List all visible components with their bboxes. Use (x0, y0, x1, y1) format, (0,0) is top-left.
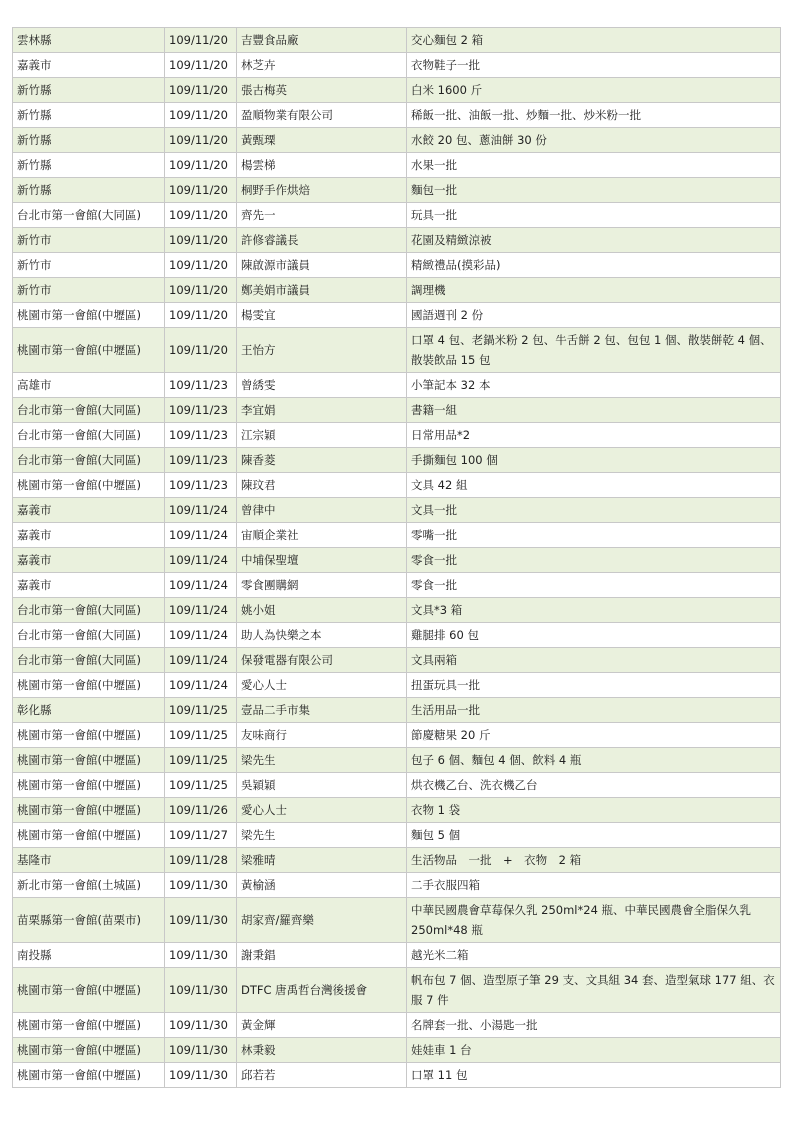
donor-cell: 梁雅晴 (237, 848, 407, 873)
table-row (13, 573, 781, 598)
item-cell: 國語週刊 2 份 (407, 303, 781, 328)
item-cell: 雞腿排 60 包 (407, 623, 781, 648)
region-cell: 新竹市 (13, 278, 165, 303)
region-cell: 桃園市第一會館(中壢區) (13, 1013, 165, 1038)
date-cell: 109/11/30 (165, 943, 237, 968)
date-cell: 109/11/30 (165, 1013, 237, 1038)
region-cell: 桃園市第一會館(中壢區) (13, 473, 165, 498)
item-cell: 名牌套一批、小湯匙一批 (407, 1013, 781, 1038)
table-row (13, 398, 781, 423)
date-cell: 109/11/23 (165, 423, 237, 448)
donor-cell: 吳穎穎 (237, 773, 407, 798)
item-cell: 書籍一組 (407, 398, 781, 423)
donation-table (12, 27, 781, 1088)
table-row (13, 228, 781, 253)
donor-cell: 楊雲梯 (237, 153, 407, 178)
region-cell: 嘉義市 (13, 573, 165, 598)
donor-cell: 吉豐食品廠 (237, 28, 407, 53)
donor-cell: 愛心人士 (237, 673, 407, 698)
region-cell: 新竹市 (13, 253, 165, 278)
table-row (13, 1063, 781, 1088)
item-cell: 二手衣服四箱 (407, 873, 781, 898)
item-cell: 文具 42 組 (407, 473, 781, 498)
donor-cell: 梁先生 (237, 748, 407, 773)
item-cell: 衣物 1 袋 (407, 798, 781, 823)
table-row (13, 103, 781, 128)
date-cell: 109/11/20 (165, 228, 237, 253)
item-cell: 調理機 (407, 278, 781, 303)
region-cell: 台北市第一會館(大同區) (13, 398, 165, 423)
item-cell: 越光米二箱 (407, 943, 781, 968)
table-row (13, 1013, 781, 1038)
donor-cell: 楊雯宜 (237, 303, 407, 328)
region-cell: 新竹縣 (13, 153, 165, 178)
table-row (13, 153, 781, 178)
region-cell: 桃園市第一會館(中壢區) (13, 1063, 165, 1088)
date-cell: 109/11/30 (165, 968, 237, 1013)
region-cell: 新竹市 (13, 228, 165, 253)
date-cell: 109/11/23 (165, 373, 237, 398)
item-cell: 零嘴一批 (407, 523, 781, 548)
table-row (13, 473, 781, 498)
donor-cell: 黃甄瑮 (237, 128, 407, 153)
donor-cell: 陳玟君 (237, 473, 407, 498)
item-cell: 帆布包 7 個、造型原子筆 29 支、文具組 34 套、造型氣球 177 組、衣服 7 件 (407, 968, 781, 1013)
table-row (13, 1038, 781, 1063)
donor-cell: 王怡方 (237, 328, 407, 373)
item-cell: 零食一批 (407, 573, 781, 598)
date-cell: 109/11/20 (165, 128, 237, 153)
table-row (13, 873, 781, 898)
region-cell: 台北市第一會館(大同區) (13, 423, 165, 448)
region-cell: 新竹縣 (13, 78, 165, 103)
donor-cell: 零食團購網 (237, 573, 407, 598)
item-cell: 零食一批 (407, 548, 781, 573)
region-cell: 台北市第一會館(大同區) (13, 598, 165, 623)
region-cell: 嘉義市 (13, 548, 165, 573)
donor-cell: 盈順物業有限公司 (237, 103, 407, 128)
region-cell: 嘉義市 (13, 498, 165, 523)
date-cell: 109/11/24 (165, 498, 237, 523)
date-cell: 109/11/23 (165, 473, 237, 498)
donor-cell: 曾律中 (237, 498, 407, 523)
donor-cell: 桐野手作烘焙 (237, 178, 407, 203)
item-cell: 稀飯一批、油飯一批、炒麵一批、炒米粉一批 (407, 103, 781, 128)
region-cell: 南投縣 (13, 943, 165, 968)
table-row (13, 623, 781, 648)
item-cell: 扭蛋玩具一批 (407, 673, 781, 698)
table-row (13, 498, 781, 523)
region-cell: 苗栗縣第一會館(苗栗市) (13, 898, 165, 943)
date-cell: 109/11/25 (165, 773, 237, 798)
region-cell: 台北市第一會館(大同區) (13, 623, 165, 648)
date-cell: 109/11/20 (165, 178, 237, 203)
table-row (13, 423, 781, 448)
table-row (13, 673, 781, 698)
item-cell: 小筆記本 32 本 (407, 373, 781, 398)
region-cell: 桃園市第一會館(中壢區) (13, 773, 165, 798)
region-cell: 高雄市 (13, 373, 165, 398)
donor-cell: 助人為快樂之本 (237, 623, 407, 648)
date-cell: 109/11/24 (165, 648, 237, 673)
date-cell: 109/11/24 (165, 673, 237, 698)
donor-cell: 愛心人士 (237, 798, 407, 823)
item-cell: 手撕麵包 100 個 (407, 448, 781, 473)
date-cell: 109/11/24 (165, 598, 237, 623)
item-cell: 衣物鞋子一批 (407, 53, 781, 78)
region-cell: 新竹縣 (13, 103, 165, 128)
date-cell: 109/11/20 (165, 328, 237, 373)
region-cell: 基隆市 (13, 848, 165, 873)
date-cell: 109/11/25 (165, 723, 237, 748)
region-cell: 桃園市第一會館(中壢區) (13, 723, 165, 748)
region-cell: 桃園市第一會館(中壢區) (13, 1038, 165, 1063)
table-row (13, 823, 781, 848)
donor-cell: 邱若若 (237, 1063, 407, 1088)
region-cell: 新竹縣 (13, 128, 165, 153)
item-cell: 日常用品*2 (407, 423, 781, 448)
region-cell: 台北市第一會館(大同區) (13, 448, 165, 473)
donor-cell: 齊先一 (237, 203, 407, 228)
item-cell: 麵包 5 個 (407, 823, 781, 848)
region-cell: 嘉義市 (13, 523, 165, 548)
donor-cell: 曾綉雯 (237, 373, 407, 398)
date-cell: 109/11/24 (165, 548, 237, 573)
table-row (13, 278, 781, 303)
date-cell: 109/11/25 (165, 698, 237, 723)
table-row (13, 548, 781, 573)
donor-cell: 陳香菱 (237, 448, 407, 473)
date-cell: 109/11/20 (165, 203, 237, 228)
item-cell: 包子 6 個、麵包 4 個、飲料 4 瓶 (407, 748, 781, 773)
table-row (13, 178, 781, 203)
date-cell: 109/11/20 (165, 253, 237, 278)
item-cell: 玩具一批 (407, 203, 781, 228)
date-cell: 109/11/24 (165, 573, 237, 598)
date-cell: 109/11/30 (165, 873, 237, 898)
item-cell: 白米 1600 斤 (407, 78, 781, 103)
region-cell: 嘉義市 (13, 53, 165, 78)
date-cell: 109/11/24 (165, 523, 237, 548)
table-row (13, 303, 781, 328)
donor-cell: 姚小姐 (237, 598, 407, 623)
date-cell: 109/11/20 (165, 103, 237, 128)
donor-cell: 謝秉錩 (237, 943, 407, 968)
donor-cell: 陳啟源市議員 (237, 253, 407, 278)
table-row (13, 723, 781, 748)
table-row (13, 28, 781, 53)
date-cell: 109/11/20 (165, 278, 237, 303)
item-cell: 文具一批 (407, 498, 781, 523)
table-row (13, 253, 781, 278)
date-cell: 109/11/30 (165, 1038, 237, 1063)
donor-cell: 黃金輝 (237, 1013, 407, 1038)
region-cell: 桃園市第一會館(中壢區) (13, 823, 165, 848)
item-cell: 生活用品一批 (407, 698, 781, 723)
item-cell: 娃娃車 1 台 (407, 1038, 781, 1063)
item-cell: 口罩 4 包、老鍋米粉 2 包、牛舌餅 2 包、包包 1 個、散裝餅乾 4 個、散裝飲品 15 包 (407, 328, 781, 373)
table-row (13, 968, 781, 1013)
table-row (13, 848, 781, 873)
item-cell: 節慶糖果 20 斤 (407, 723, 781, 748)
region-cell: 台北市第一會館(大同區) (13, 203, 165, 228)
item-cell: 口罩 11 包 (407, 1063, 781, 1088)
table-row (13, 53, 781, 78)
donor-cell: 張古梅英 (237, 78, 407, 103)
donor-cell: 宙順企業社 (237, 523, 407, 548)
item-cell: 烘衣機乙台、洗衣機乙台 (407, 773, 781, 798)
item-cell: 水果一批 (407, 153, 781, 178)
table-row (13, 448, 781, 473)
region-cell: 桃園市第一會館(中壢區) (13, 673, 165, 698)
table-row (13, 773, 781, 798)
region-cell: 台北市第一會館(大同區) (13, 648, 165, 673)
donor-cell: 中埔保聖壇 (237, 548, 407, 573)
table-row (13, 898, 781, 943)
donor-cell: 李宜娟 (237, 398, 407, 423)
region-cell: 雲林縣 (13, 28, 165, 53)
item-cell: 花園及精緻涼被 (407, 228, 781, 253)
item-cell: 麵包一批 (407, 178, 781, 203)
date-cell: 109/11/23 (165, 448, 237, 473)
table-row (13, 373, 781, 398)
region-cell: 桃園市第一會館(中壢區) (13, 968, 165, 1013)
date-cell: 109/11/20 (165, 78, 237, 103)
table-row (13, 203, 781, 228)
date-cell: 109/11/30 (165, 898, 237, 943)
region-cell: 新竹縣 (13, 178, 165, 203)
date-cell: 109/11/25 (165, 748, 237, 773)
item-cell: 生活物品 一批 + 衣物 2 箱 (407, 848, 781, 873)
date-cell: 109/11/20 (165, 153, 237, 178)
item-cell: 交心麵包 2 箱 (407, 28, 781, 53)
region-cell: 桃園市第一會館(中壢區) (13, 328, 165, 373)
date-cell: 109/11/20 (165, 28, 237, 53)
item-cell: 文具兩箱 (407, 648, 781, 673)
table-row (13, 943, 781, 968)
donation-table-body (13, 28, 781, 1088)
table-row (13, 128, 781, 153)
region-cell: 桃園市第一會館(中壢區) (13, 798, 165, 823)
date-cell: 109/11/28 (165, 848, 237, 873)
donor-cell: 友味商行 (237, 723, 407, 748)
date-cell: 109/11/24 (165, 623, 237, 648)
table-row (13, 698, 781, 723)
donor-cell: 江宗穎 (237, 423, 407, 448)
date-cell: 109/11/26 (165, 798, 237, 823)
item-cell: 中華民國農會草莓保久乳 250ml*24 瓶、中華民國農會全脂保久乳 250ml*48 瓶 (407, 898, 781, 943)
donor-cell: 許修睿議長 (237, 228, 407, 253)
donor-cell: 壹品二手市集 (237, 698, 407, 723)
donor-cell: 林芝卉 (237, 53, 407, 78)
date-cell: 109/11/20 (165, 53, 237, 78)
region-cell: 桃園市第一會館(中壢區) (13, 303, 165, 328)
table-row (13, 748, 781, 773)
donor-cell: 保發電器有限公司 (237, 648, 407, 673)
table-row (13, 648, 781, 673)
date-cell: 109/11/20 (165, 303, 237, 328)
region-cell: 彰化縣 (13, 698, 165, 723)
donor-cell: 胡家齊/羅齊樂 (237, 898, 407, 943)
item-cell: 文具*3 箱 (407, 598, 781, 623)
table-row (13, 78, 781, 103)
donor-cell: 林秉毅 (237, 1038, 407, 1063)
date-cell: 109/11/30 (165, 1063, 237, 1088)
region-cell: 新北市第一會館(土城區) (13, 873, 165, 898)
item-cell: 水餃 20 包、蔥油餅 30 份 (407, 128, 781, 153)
table-row (13, 598, 781, 623)
donor-cell: 鄭美娟市議員 (237, 278, 407, 303)
table-row (13, 798, 781, 823)
date-cell: 109/11/23 (165, 398, 237, 423)
table-row (13, 328, 781, 373)
item-cell: 精緻禮品(摸彩品) (407, 253, 781, 278)
donor-cell: 黃榆涵 (237, 873, 407, 898)
donor-cell: DTFC 唐禹哲台灣後援會 (237, 968, 407, 1013)
donor-cell: 梁先生 (237, 823, 407, 848)
date-cell: 109/11/27 (165, 823, 237, 848)
region-cell: 桃園市第一會館(中壢區) (13, 748, 165, 773)
table-row (13, 523, 781, 548)
